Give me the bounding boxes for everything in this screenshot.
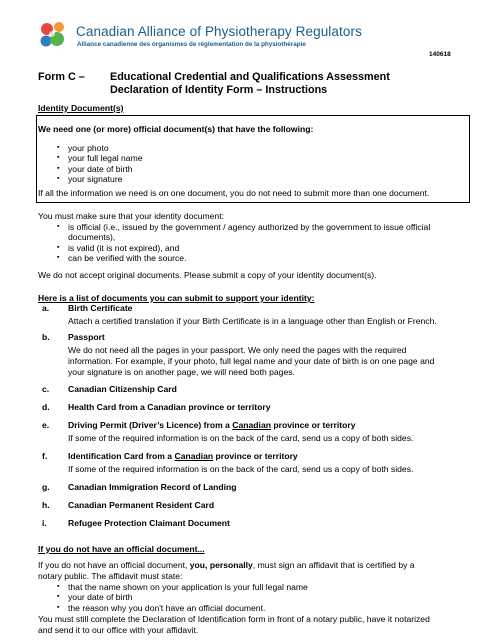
passport-desc-line: your signature is on another page, we will need both pages. [68,367,295,377]
list-item: ▪ is valid (it is not expired), and [57,243,430,253]
health-card-title: Health Card from a Canadian province or territory [68,402,271,412]
passport-desc-line: information. For example, if your photo, full legal name and your date of birth is on one page and [68,356,435,366]
list-item-continued [57,232,430,242]
list-item: ▪ your full legal name [57,153,143,163]
requirements-intro: You must make sure that your identity document: [38,211,224,221]
list-item: ▪ your date of birth [57,164,143,174]
form-label: Form C – [38,71,85,83]
documents-heading: Here is a list of documents you can submit to support your identity: [38,293,315,303]
list-item: ▪ can be verified with the source. [57,253,430,263]
pr-card-title: Canadian Permanent Resident Card [68,500,215,510]
id-card-desc: If some of the required information is on the back of the card, send us a copy of both sides. [68,464,414,474]
maple-leaf-logo-icon [38,20,70,52]
need-intro: We need one (or more) official document(s) that have the following: [38,124,314,134]
list-item: ▪ your photo [57,143,143,153]
document-code: 140618 [429,51,451,58]
org-name: Canadian Alliance of Physiotherapy Regulators [76,24,362,39]
item-letter: b. [42,332,50,342]
passport-desc-line: We do not need all the pages in your passport. We only need the pages with the required [68,345,407,355]
page-title [110,71,390,97]
paragraph-text: , must sign an affidavit that is certified by a [252,560,415,570]
title-text: Identification Card from a [68,451,175,461]
birth-certificate-title: Birth Certificate [68,303,133,313]
item-letter: h. [42,500,50,510]
title-text: province or territory [270,420,356,430]
title-underlined: Canadian [174,451,214,461]
list-item-text: documents), [68,232,116,243]
no-official-heading: If you do not have an official document... [38,544,205,554]
affidavit-list [57,582,308,613]
title-text: province or territory [213,451,298,461]
driving-permit-desc: If some of the required information is on the back of the card, send us a copy of both sides. [68,433,414,443]
identity-heading: Identity Document(s) [38,103,124,113]
item-letter: f. [42,451,48,461]
list-item: ▪ is official (i.e., issued by the government / agency authorized by the government to issue official [57,222,430,232]
refugee-document-title: Refugee Protection Claimant Document [68,518,230,528]
requirements-list [57,222,430,264]
item-letter: d. [42,402,50,412]
item-letter: a. [42,303,50,313]
originals-note: We do not accept original documents. Please submit a copy of your identity document(s). [38,270,377,280]
title-line-1: Educational Credential and Qualifications Assessment [110,71,390,83]
immigration-record-title: Canadian Immigration Record of Landing [68,482,237,492]
closing-line-1: You must still complete the Declaration of Identification form in front of a notary public, have it notarized [38,614,430,624]
item-letter: c. [42,384,50,394]
list-item: ▪ the reason why you don't have an official document. [57,603,308,613]
paragraph-text: If you do not have an official document, [38,560,190,570]
list-item: ▪ your date of birth [57,592,308,602]
title-underlined: Canadian [232,420,271,430]
driving-permit-title [68,420,356,430]
one-doc-note: If all the information we need is on one document, you do not need to submit more than one document. [38,188,430,198]
id-card-title [68,451,298,461]
org-name-french: Alliance canadienne des organismes de réglementation de la physiothérapie [77,41,306,48]
item-letter: e. [42,420,50,430]
needs-list [57,143,143,185]
paragraph-emphasis: you, personally [189,560,253,570]
title-line-2: Declaration of Identity Form – Instructions [110,84,328,96]
closing-line-2: and send it to our office with your affidavit. [38,625,199,635]
list-item: ▪ that the name shown on your application is your full legal name [57,582,308,592]
birth-certificate-desc: Attach a certified translation if your Birth Certificate is in a language other than English or French. [68,316,437,326]
affidavit-paragraph-line2: notary public. The affidavit must state: [38,571,183,581]
title-text: Driving Permit (Driver’s Licence) from a [68,420,233,430]
affidavit-paragraph [38,560,470,570]
citizenship-card-title: Canadian Citizenship Card [68,384,177,394]
item-letter: g. [42,482,50,492]
passport-title: Passport [68,332,105,342]
list-item: ▪ your signature [57,174,143,184]
item-letter: i. [42,518,47,528]
